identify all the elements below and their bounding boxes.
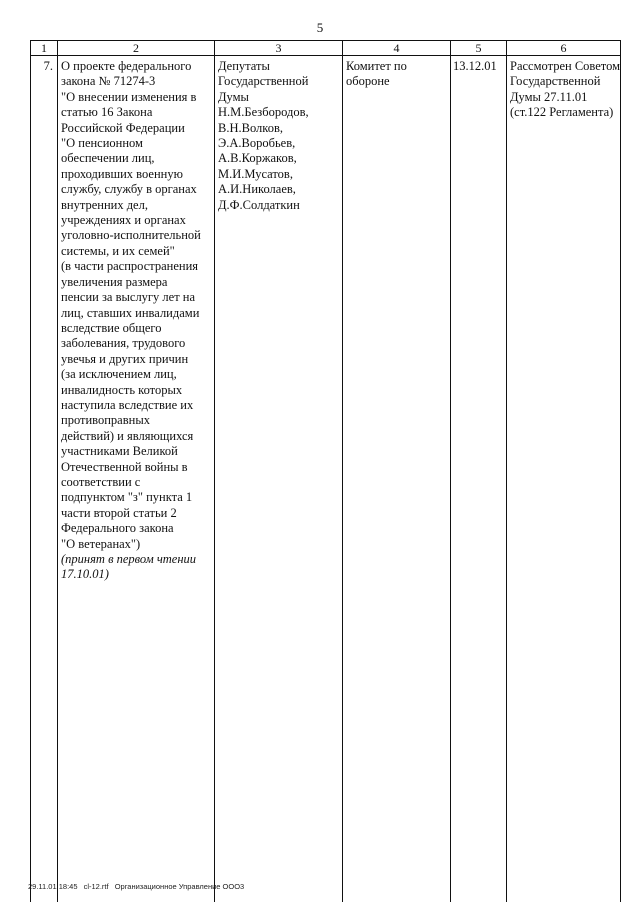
bill-title-line: участниками Великой bbox=[61, 444, 178, 459]
bill-title-line: лиц, ставших инвалидами bbox=[61, 305, 200, 320]
status-line: Думы 27.11.01 bbox=[510, 89, 588, 104]
bill-title-line: инвалидность которых bbox=[61, 382, 183, 397]
bill-title-cell bbox=[58, 56, 215, 902]
status-line: Государственной bbox=[510, 74, 601, 89]
header-row bbox=[31, 41, 621, 56]
bill-title-line: вследствие общего bbox=[61, 320, 162, 335]
bill-reading-note bbox=[61, 552, 211, 583]
bill-title-line: проходивших военную bbox=[61, 166, 183, 181]
author-line: В.Н.Волков, bbox=[218, 120, 283, 135]
agenda-table bbox=[30, 40, 621, 902]
bill-status bbox=[510, 59, 621, 121]
committee-cell bbox=[343, 56, 451, 902]
committee-line: Комитет по bbox=[346, 59, 407, 73]
author-line: М.И.Мусатов, bbox=[218, 166, 293, 181]
bill-title-line: части второй статьи 2 bbox=[61, 505, 177, 520]
bill-title-line: "О ветеранах") bbox=[61, 536, 141, 551]
footer-datetime: 29.11.01 18:45 bbox=[28, 882, 78, 891]
status-cell bbox=[507, 56, 621, 902]
bill-title-line: "О пенсионном bbox=[61, 136, 143, 151]
footer-file: cl-12.rtf bbox=[83, 882, 109, 891]
column-header-1: 1 bbox=[31, 41, 58, 56]
author-line: Э.А.Воробьев, bbox=[218, 136, 296, 151]
author-line: А.В.Коржаков, bbox=[218, 151, 297, 166]
bill-title-line: соответствии с bbox=[61, 474, 141, 489]
bill-title-line: (в части распространения bbox=[61, 259, 199, 274]
bill-title-line: учреждениях и органах bbox=[61, 213, 186, 228]
bill-title-line: заболевания, трудового bbox=[61, 336, 186, 351]
bill-title-line: внутренних дел, bbox=[61, 197, 148, 212]
bill-title-line: статью 16 Закона bbox=[61, 105, 153, 120]
committee-line: обороне bbox=[346, 74, 390, 89]
author-line: Н.М.Безбородов, bbox=[218, 105, 309, 120]
status-line: Рассмотрен Советом bbox=[510, 59, 621, 73]
status-line: (ст.122 Регламента) bbox=[510, 105, 614, 120]
column-header-2: 2 bbox=[58, 41, 215, 56]
bill-authors bbox=[218, 59, 339, 213]
bill-title-line: действий) и являющихся bbox=[61, 428, 194, 443]
row-number: 7. bbox=[31, 56, 58, 902]
authors-cell bbox=[215, 56, 343, 902]
column-header-5: 5 bbox=[451, 41, 507, 56]
author-line: Депутаты bbox=[218, 59, 270, 73]
bill-title-line: "О внесении изменения в bbox=[61, 89, 197, 104]
column-header-6: 6 bbox=[507, 41, 621, 56]
bill-title bbox=[61, 59, 211, 552]
bill-title-line: наступила вследствие их bbox=[61, 397, 194, 412]
bill-title-line: подпунктом "з" пункта 1 bbox=[61, 490, 193, 505]
bill-title-line: уголовно-исполнительной bbox=[61, 228, 201, 243]
bill-title-line: увечья и других причин bbox=[61, 351, 189, 366]
author-line: Государственной bbox=[218, 74, 309, 89]
table-row bbox=[31, 56, 621, 902]
column-header-3: 3 bbox=[215, 41, 343, 56]
bill-title-line: Федерального закона bbox=[61, 521, 174, 536]
date-cell: 13.12.01 bbox=[451, 56, 507, 902]
bill-title-line: (за исключением лиц, bbox=[61, 367, 177, 382]
bill-title-line: системы, и их семей" bbox=[61, 243, 175, 258]
bill-note-line: (принят в первом чтении bbox=[61, 552, 197, 566]
author-line: Д.Ф.Солдаткин bbox=[218, 197, 300, 212]
column-header-4: 4 bbox=[343, 41, 451, 56]
bill-title-line: Отечественной войны в bbox=[61, 459, 188, 474]
bill-title-line: О проекте федерального bbox=[61, 59, 192, 73]
author-line: А.И.Николаев, bbox=[218, 182, 296, 197]
responsible-committee bbox=[346, 59, 447, 90]
bill-title-line: обеспечении лиц, bbox=[61, 151, 155, 166]
bill-title-line: закона № 71274-3 bbox=[61, 74, 156, 89]
bill-title-line: увеличения размера bbox=[61, 274, 168, 289]
bill-title-line: Российской Федерации bbox=[61, 120, 185, 135]
page-number: 5 bbox=[316, 20, 324, 35]
bill-title-line: противоправных bbox=[61, 413, 150, 428]
document-footer bbox=[28, 882, 248, 891]
bill-title-line: службу, службу в органах bbox=[61, 182, 197, 197]
bill-note-line: 17.10.01) bbox=[61, 567, 109, 582]
bill-title-line: пенсии за выслугу лет на bbox=[61, 290, 196, 305]
footer-org: Организационное Управление ООО3 bbox=[114, 882, 245, 891]
author-line: Думы bbox=[218, 89, 249, 104]
